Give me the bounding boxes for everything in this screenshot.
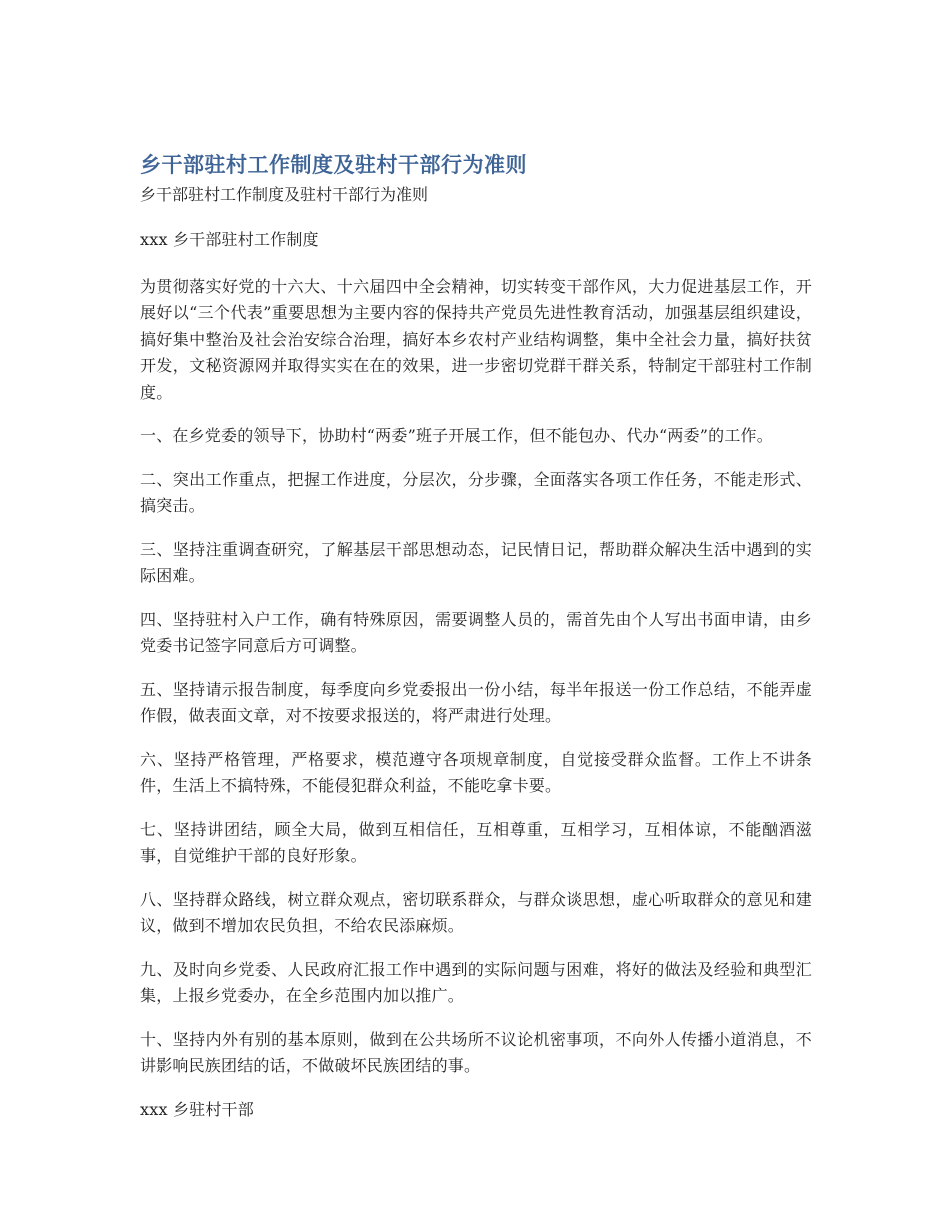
document-title: 乡干部驻村工作制度及驻村干部行为准则 [140, 153, 527, 177]
document-footer: xxx 乡驻村干部 [140, 1099, 254, 1119]
rule-item-6: 六、坚持严格管理，严格要求，模范遵守各项规章制度，自觉接受群众监督。工作上不讲条件，生活上不搞特殊，不能侵犯群众利益，不能吃拿卡要。 [140, 749, 812, 795]
document-page [140, 150, 812, 1123]
intro-paragraph: 为贯彻落实好党的十六大、十六届四中全会精神，切实转变干部作风，大力促进基层工作，开展好以“三个代表”重要思想为主要内容的保持共产党员先进性教育活动，加强基层组织建设，搞好集中整治及社会治安综合治理，搞好本乡农村产业结构调整，集中全社会力量，搞好扶贫开发，文秘资源网并取得实实在在的效果，进一步密切党群干群关系，特制定干部驻村工作制度。 [140, 276, 812, 402]
rule-item-5: 五、坚持请示报告制度，每季度向乡党委报出一份小结，每半年报送一份工作总结，不能弄虚作假，做表面文章，对不按要求报送的，将严肃进行处理。 [140, 679, 812, 725]
rule-item-2: 二、突出工作重点，把握工作进度，分层次，分步骤，全面落实各项工作任务，不能走形式、搞突击。 [140, 469, 812, 515]
rule-item-4: 四、坚持驻村入户工作，确有特殊原因，需要调整人员的，需首先由个人写出书面申请，由乡党委书记签字同意后方可调整。 [140, 609, 812, 655]
rule-item-3: 三、坚持注重调查研究，了解基层干部思想动态，记民情日记，帮助群众解决生活中遇到的实际困难。 [140, 539, 812, 585]
document-subtitle: 乡干部驻村工作制度及驻村干部行为准则 [140, 185, 429, 204]
section-heading: xxx 乡干部驻村工作制度 [140, 230, 319, 249]
rule-item-7: 七、坚持讲团结，顾全大局，做到互相信任，互相尊重，互相学习，互相体谅，不能酗酒滋事，自觉维护干部的良好形象。 [140, 819, 812, 865]
rule-item-10: 十、坚持内外有别的基本原则，做到在公共场所不议论机密事项，不向外人传播小道消息，不讲影响民族团结的话，不做破坏民族团结的事。 [140, 1029, 812, 1075]
rule-item-1: 一、在乡党委的领导下，协助村“两委”班子开展工作，但不能包办、代办“两委”的工作。 [140, 426, 773, 445]
rule-item-8: 八、坚持群众路线，树立群众观点，密切联系群众，与群众谈思想，虚心听取群众的意见和建议，做到不增加农民负担，不给农民添麻烦。 [140, 889, 812, 935]
rule-item-9: 九、及时向乡党委、人民政府汇报工作中遇到的实际问题与困难，将好的做法及经验和典型汇集，上报乡党委办，在全乡范围内加以推广。 [140, 959, 812, 1005]
